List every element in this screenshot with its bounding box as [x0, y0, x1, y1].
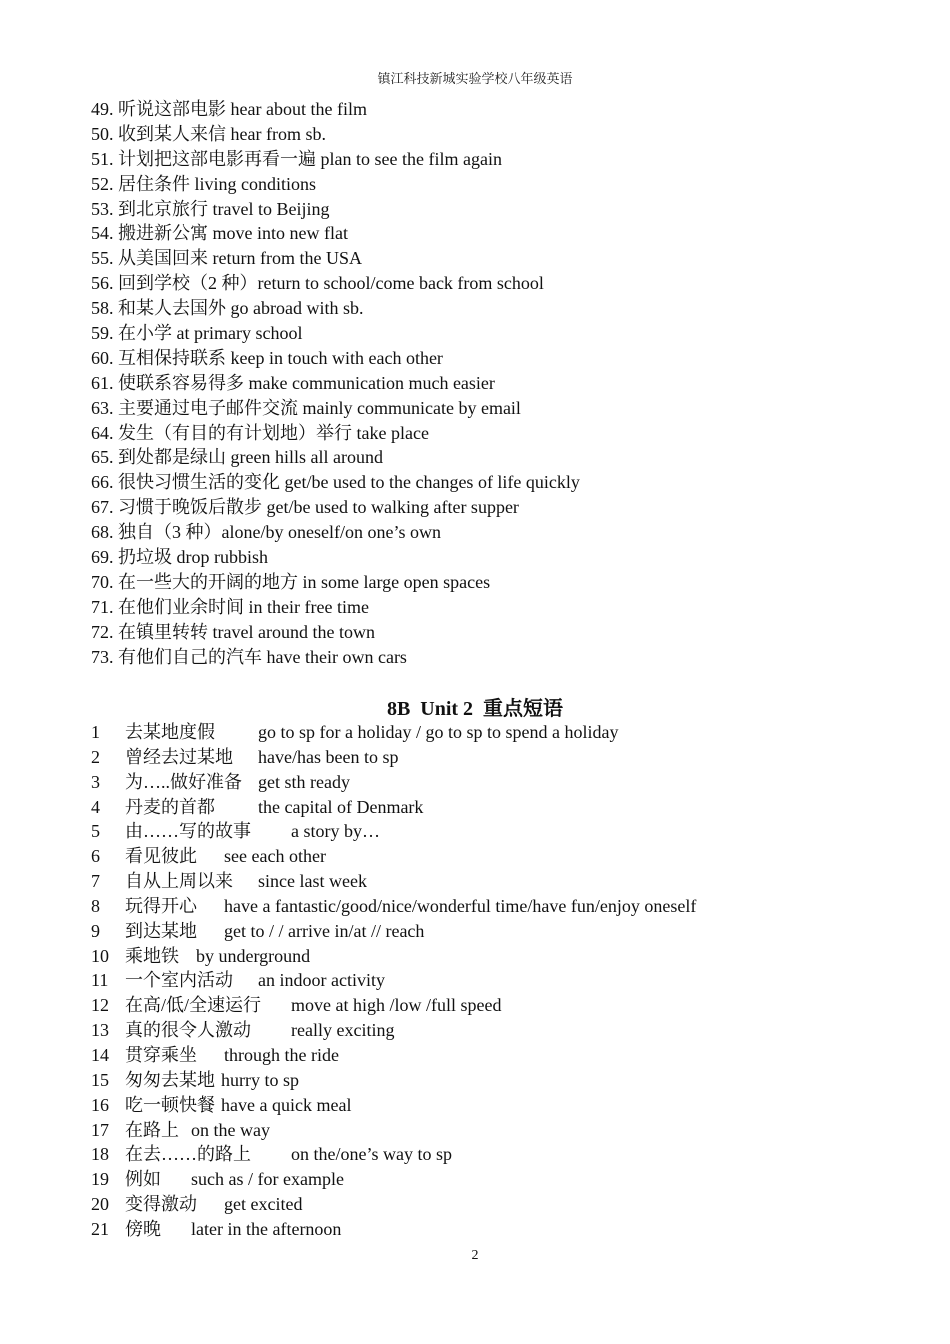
chinese-phrase: 贯穿乘坐 — [125, 1044, 197, 1065]
english-phrase: such as / for example — [191, 1169, 344, 1190]
row-number: 7 — [91, 871, 100, 892]
list-item: 70. 在一些大的开阔的地方 in some large open spaces — [91, 571, 491, 592]
chinese-phrase: 由……写的故事 — [125, 821, 251, 842]
english-phrase: a story by… — [291, 821, 380, 842]
list-item: 65. 到处都是绿山 green hills all around — [91, 447, 383, 468]
chinese-phrase: 到达某地 — [125, 920, 197, 941]
row-number: 16 — [91, 1094, 109, 1115]
row-number: 11 — [91, 970, 109, 991]
chinese-phrase: 去某地度假 — [125, 722, 215, 742]
row-number: 2 — [91, 746, 100, 767]
english-phrase: on the way — [191, 1119, 270, 1140]
list-item: 68. 独自（3 种）alone/by oneself/on one’s own — [91, 522, 441, 543]
list-item: 67. 习惯于晚饭后散步 get/be used to walking after supper — [91, 497, 519, 518]
row-number: 3 — [91, 771, 100, 792]
english-phrase: get excited — [224, 1194, 303, 1215]
list-item: 73. 有他们自己的汽车 have their own cars — [91, 646, 407, 667]
english-phrase: the capital of Denmark — [258, 796, 424, 817]
english-phrase: since last week — [258, 871, 367, 892]
chinese-phrase: 丹麦的首都 — [125, 796, 215, 817]
row-number: 13 — [91, 1020, 109, 1041]
list-item: 49. 听说这部电影 hear about the film — [91, 99, 367, 119]
chinese-phrase: 吃一顿快餐 — [125, 1094, 215, 1115]
page-header: 镇江科技新城实验学校八年级英语 — [377, 71, 573, 86]
row-number: 19 — [91, 1169, 109, 1190]
row-number: 4 — [91, 796, 100, 817]
list-item: 66. 很快习惯生活的变化 get/be used to the changes of life quickly — [91, 472, 580, 493]
list-item: 72. 在镇里转转 travel around the town — [91, 621, 375, 642]
list-item: 58. 和某人去国外 go abroad with sb. — [91, 298, 364, 319]
list-item: 61. 使联系容易得多 make communication much easier — [91, 372, 495, 393]
list-item: 71. 在他们业余时间 in their free time — [91, 596, 369, 617]
list-item: 53. 到北京旅行 travel to Beijing — [91, 198, 330, 219]
list-item: 69. 扔垃圾 drop rubbish — [91, 547, 268, 568]
list-item: 59. 在小学 at primary school — [91, 323, 303, 344]
list-item: 54. 搬进新公寓 move into new flat — [91, 223, 348, 244]
row-number: 17 — [91, 1119, 109, 1140]
english-phrase: have a quick meal — [221, 1094, 352, 1115]
row-number: 6 — [91, 846, 100, 867]
english-phrase: an indoor activity — [258, 970, 385, 991]
row-number: 14 — [91, 1044, 109, 1065]
row-number: 1 — [91, 722, 100, 742]
list-item: 64. 发生（有目的有计划地）举行 take place — [91, 422, 429, 443]
chinese-phrase: 为…..做好准备 — [125, 771, 242, 792]
english-phrase: move at high /low /full speed — [291, 995, 502, 1016]
english-phrase: get to / / arrive in/at // reach — [224, 920, 425, 941]
chinese-phrase: 看见彼此 — [125, 846, 197, 867]
row-number: 9 — [91, 920, 100, 941]
english-phrase: have a fantastic/good/nice/wonderful time/have fun/enjoy oneself — [224, 895, 697, 916]
row-number: 21 — [91, 1218, 109, 1239]
chinese-phrase: 在路上 — [125, 1119, 179, 1140]
chinese-phrase: 一个室内活动 — [125, 970, 233, 991]
row-number: 18 — [91, 1144, 109, 1165]
section-title: 8B Unit 2 重点短语 — [386, 698, 564, 720]
list-item: 52. 居住条件 living conditions — [91, 173, 316, 194]
row-number: 20 — [91, 1194, 109, 1215]
english-phrase: later in the afternoon — [191, 1218, 342, 1239]
list-item: 56. 回到学校（2 种）return to school/come back from school — [91, 273, 544, 294]
list-item: 60. 互相保持联系 keep in touch with each other — [91, 347, 443, 368]
row-number: 5 — [91, 821, 100, 842]
row-number: 15 — [91, 1069, 109, 1090]
list-item: 50. 收到某人来信 hear from sb. — [91, 123, 326, 144]
english-phrase: have/has been to sp — [258, 746, 399, 767]
chinese-phrase: 傍晚 — [125, 1218, 161, 1239]
english-phrase: see each other — [224, 846, 326, 867]
english-phrase: hurry to sp — [221, 1069, 299, 1090]
chinese-phrase: 例如 — [125, 1169, 161, 1190]
chinese-phrase: 曾经去过某地 — [125, 746, 233, 767]
phrase-list-unit1 — [91, 97, 580, 669]
chinese-phrase: 乘地铁 — [125, 945, 179, 966]
chinese-phrase: 自从上周以来 — [125, 871, 233, 892]
english-phrase: by underground — [196, 945, 311, 966]
row-number: 8 — [91, 895, 100, 916]
list-item: 51. 计划把这部电影再看一遍 plan to see the film again — [91, 148, 502, 169]
english-phrase: through the ride — [224, 1044, 339, 1065]
row-number: 10 — [91, 945, 109, 966]
english-phrase: get sth ready — [258, 771, 350, 792]
list-item: 63. 主要通过电子邮件交流 mainly communicate by email — [91, 397, 521, 418]
list-item: 55. 从美国回来 return from the USA — [91, 248, 362, 269]
row-number: 12 — [91, 995, 109, 1016]
chinese-phrase: 变得激动 — [125, 1194, 197, 1215]
english-phrase: really exciting — [291, 1020, 395, 1041]
page-number: 2 — [471, 1248, 479, 1263]
chinese-phrase: 真的很令人激动 — [125, 1020, 251, 1041]
chinese-phrase: 匆匆去某地 — [125, 1069, 215, 1090]
chinese-phrase: 在高/低/全速运行 — [125, 995, 262, 1016]
chinese-phrase: 在去……的路上 — [125, 1144, 251, 1165]
english-phrase: go to sp for a holiday / go to sp to spend a holiday — [258, 722, 619, 742]
chinese-phrase: 玩得开心 — [125, 895, 197, 916]
english-phrase: on the/one’s way to sp — [291, 1144, 452, 1165]
